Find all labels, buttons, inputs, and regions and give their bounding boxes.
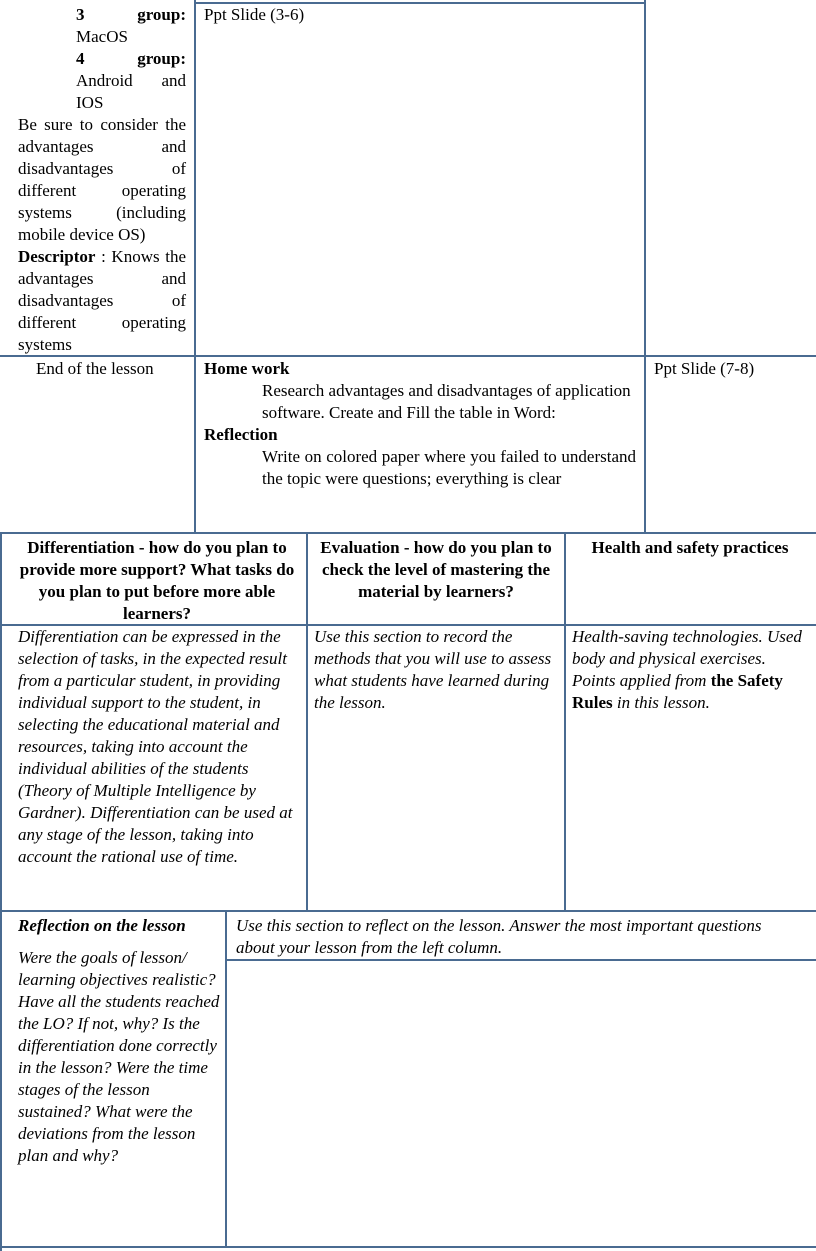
border — [644, 0, 646, 532]
group4-value: Android and IOS — [76, 71, 186, 112]
border — [194, 0, 196, 532]
health-content — [572, 626, 808, 714]
group4-line — [18, 48, 186, 70]
reflection-questions: Were the goals of lesson/ learning objectives realistic? Have all the students reached the LO? If not, why? Is the differentiation done correctly in the lesson? Were the time stages of the lesson sustained? What were the deviations from the lesson plan and why? — [18, 948, 220, 1165]
health-content-part1: Health-saving technologies. Used body and physical exercises. — [572, 627, 802, 668]
resource-cell-end: Ppt Slide (7-8) — [654, 359, 755, 378]
health-header-text: Health and safety practices — [591, 538, 789, 557]
differentiation-content: Differentiation can be expressed in the selection of tasks, in the expected result from a particular student, in providing individual support to the student, in selecting the educational material and resources, taking into account the individual abilities of the students (Theory of Multiple Intelligence by Gardner). Differentiation can be used at any stage of the lesson, taking into account the rational use of time. — [18, 627, 293, 866]
differentiation-header — [12, 537, 302, 625]
safety-rules-bold: the Safety Rules — [572, 671, 783, 712]
evaluation-header — [312, 537, 560, 603]
evaluation-content: Use this section to record the methods that you will use to assess what students have learned during the lesson. — [314, 627, 552, 712]
group3-label: 3 group: — [76, 5, 186, 24]
descriptor-text: : Knows the advantages and disadvantages of different operating systems — [18, 247, 186, 354]
health-suffix: in this lesson. — [612, 693, 710, 712]
end-activity-cell — [204, 358, 636, 490]
reflection-instruction: Use this section to reflect on the lesson. Answer the most important questions about your lesson from the left column. — [236, 916, 762, 957]
task-description-cell — [18, 4, 186, 356]
resource-cell-top: Ppt Slide (3-6) — [204, 5, 305, 24]
group3-value: MacOS — [76, 27, 128, 46]
advice-text: Be sure to consider the advantages and disadvantages of different operating systems (including mobile device OS) — [18, 115, 186, 244]
homework-heading: Home work — [204, 359, 290, 378]
border — [564, 532, 566, 912]
reflection-on-lesson-heading: Reflection on the lesson — [18, 916, 186, 935]
border — [0, 910, 816, 912]
group4-label: 4 group: — [76, 49, 186, 68]
border — [0, 1246, 816, 1248]
descriptor-paragraph — [18, 246, 186, 356]
border — [0, 532, 816, 534]
reflection-text: Write on colored paper where you failed to understand the topic were questions; everything is clear — [262, 447, 636, 488]
descriptor-label: Descriptor — [18, 247, 96, 266]
reflection-heading: Reflection — [204, 425, 278, 444]
reflection-left-cell — [18, 915, 220, 1167]
health-content-part2 — [572, 670, 808, 714]
health-prefix: Points applied from — [572, 671, 711, 690]
group3-line — [18, 4, 186, 26]
border — [227, 959, 816, 961]
border — [0, 532, 2, 1251]
stage-end-of-lesson: End of the lesson — [36, 359, 154, 378]
evaluation-header-text: Evaluation - how do you plan to check the level of mastering the material by learners? — [320, 538, 552, 601]
health-header — [570, 537, 810, 559]
homework-text: Research advantages and disadvantages of application software. Create and Fill the table in Word: — [262, 381, 631, 422]
differentiation-header-text: Differentiation - how do you plan to provide more support? What tasks do you plan to put before more able learners? — [19, 538, 295, 623]
border — [306, 532, 308, 912]
